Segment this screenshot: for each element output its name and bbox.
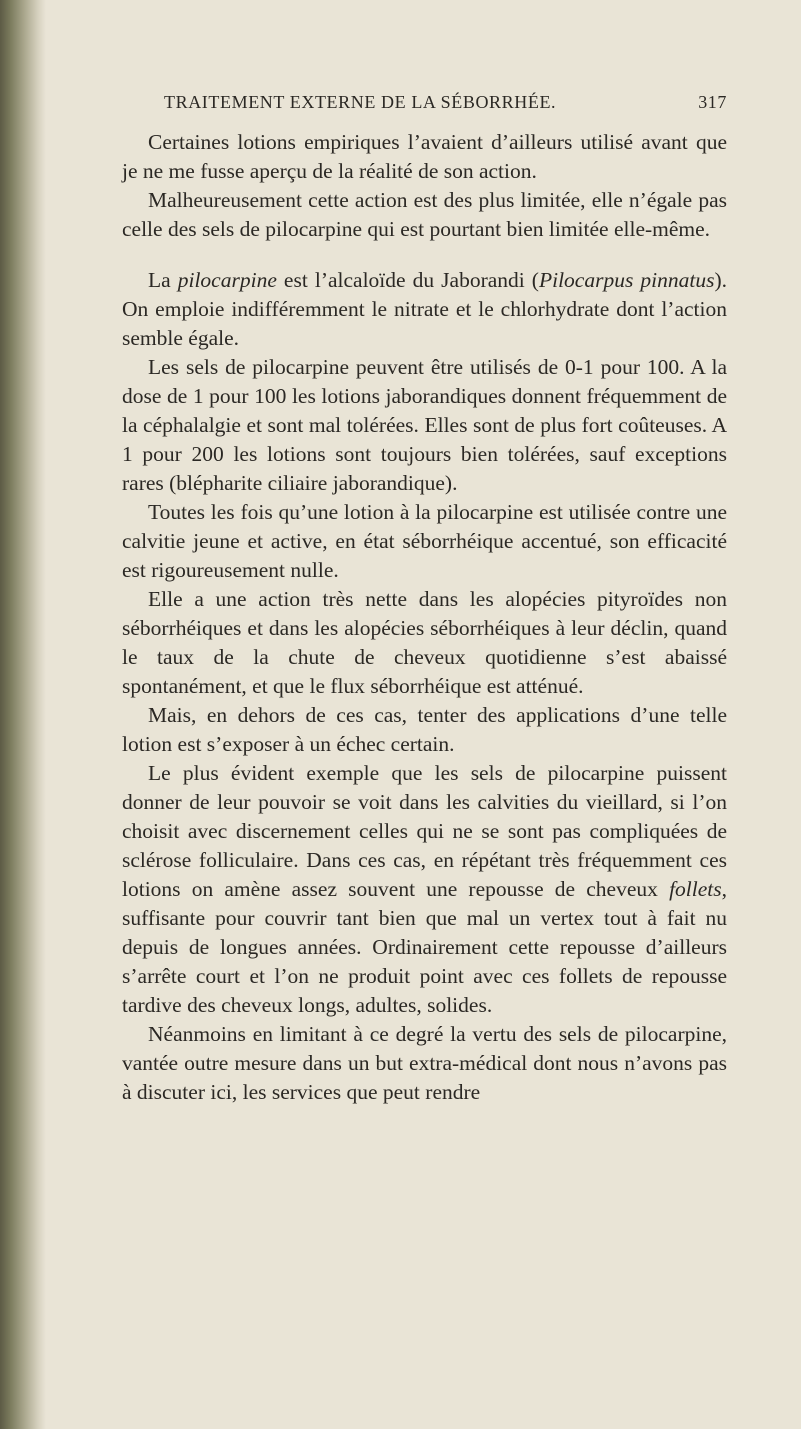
paragraph-5: Toutes les fois qu’une lotion à la pilocarpine est utilisée contre une calvitie jeune et active, en état séborrhéique accentué, son efficacité est rigoureusement nulle. xyxy=(122,500,727,582)
paragraph-3-text-a: La xyxy=(148,268,178,292)
section-gap xyxy=(122,244,727,266)
term-pilocarpus: Pilocarpus pinnatus xyxy=(538,268,715,292)
term-follets: follets xyxy=(669,877,722,901)
paragraph-8 xyxy=(122,759,727,1020)
paragraph-8-text-a: Le plus évident exemple que les sels de pilocarpine puissent donner de leur pouvoir se voit dans les calvities du vieillard, si l’on choisit avec discernement celles qui ne se sont pas compliquées de sclérose folliculaire. Dans ces cas, en répétant très fréquemment ces lotions on amène assez souvent une repousse de cheveux xyxy=(122,761,727,901)
book-spine-shadow xyxy=(0,0,46,1429)
paragraph-3 xyxy=(122,266,727,353)
term-pilocarpine: pilocarpine xyxy=(177,268,277,292)
paragraph-4: Les sels de pilocarpine peuvent être utilisés de 0-1 pour 100. A la dose de 1 pour 100 les lotions jaborandiques donnent fréquemment de la céphalalgie et sont mal tolérées. Elles sont de plus fort coûteuses. A 1 pour 200 les lotions sont toujours bien tolérées, sauf exceptions rares (blépharite ciliaire jaborandique). xyxy=(122,355,727,495)
paragraph-1: Certaines lotions empiriques l’avaient d’ailleurs utilisé avant que je ne me fusse aperçu de la réalité de son action. xyxy=(122,130,727,183)
running-title: TRAITEMENT EXTERNE DE LA SÉBORRHÉE. xyxy=(164,92,557,112)
paragraph-3-text-c: ). On emploie indifféremment le nitrate et le chlorhydrate dont l’action semble égale. xyxy=(122,268,727,350)
paragraph-7: Mais, en dehors de ces cas, tenter des applications d’une telle lotion est s’exposer à un échec certain. xyxy=(122,703,727,756)
book-page xyxy=(46,0,801,1429)
paragraph-6: Elle a une action très nette dans les alopécies pityroïdes non séborrhéiques et dans les alopécies séborrhéiques à leur déclin, quand le taux de la chute de cheveux quotidienne s’est abaissé spontanément, et que le flux séborrhéique est atténué. xyxy=(122,587,727,698)
page-body xyxy=(122,128,727,1107)
paragraph-9: Néanmoins en limitant à ce degré la vertu des sels de pilocarpine, vantée outre mesure dans un but extra-médical dont nous n’avons pas à discuter ici, les services que peut rendre xyxy=(122,1022,727,1104)
paragraph-3-text-b: est l’alcaloïde du Jaborandi ( xyxy=(276,268,539,292)
page-number: 317 xyxy=(698,92,727,112)
paragraph-2: Malheureusement cette action est des plus limitée, elle n’égale pas celle des sels de pilocarpine qui est pourtant bien limitée elle-même. xyxy=(122,188,727,241)
paragraph-8-text-b: , suffisante pour couvrir tant bien que mal un vertex tout à fait nu depuis de longues années. Ordinairement cette repousse d’ailleurs s’arrête court et l’on ne produit point avec ces follets de repousse tardive des cheveux longs, adultes, solides. xyxy=(122,877,727,1017)
